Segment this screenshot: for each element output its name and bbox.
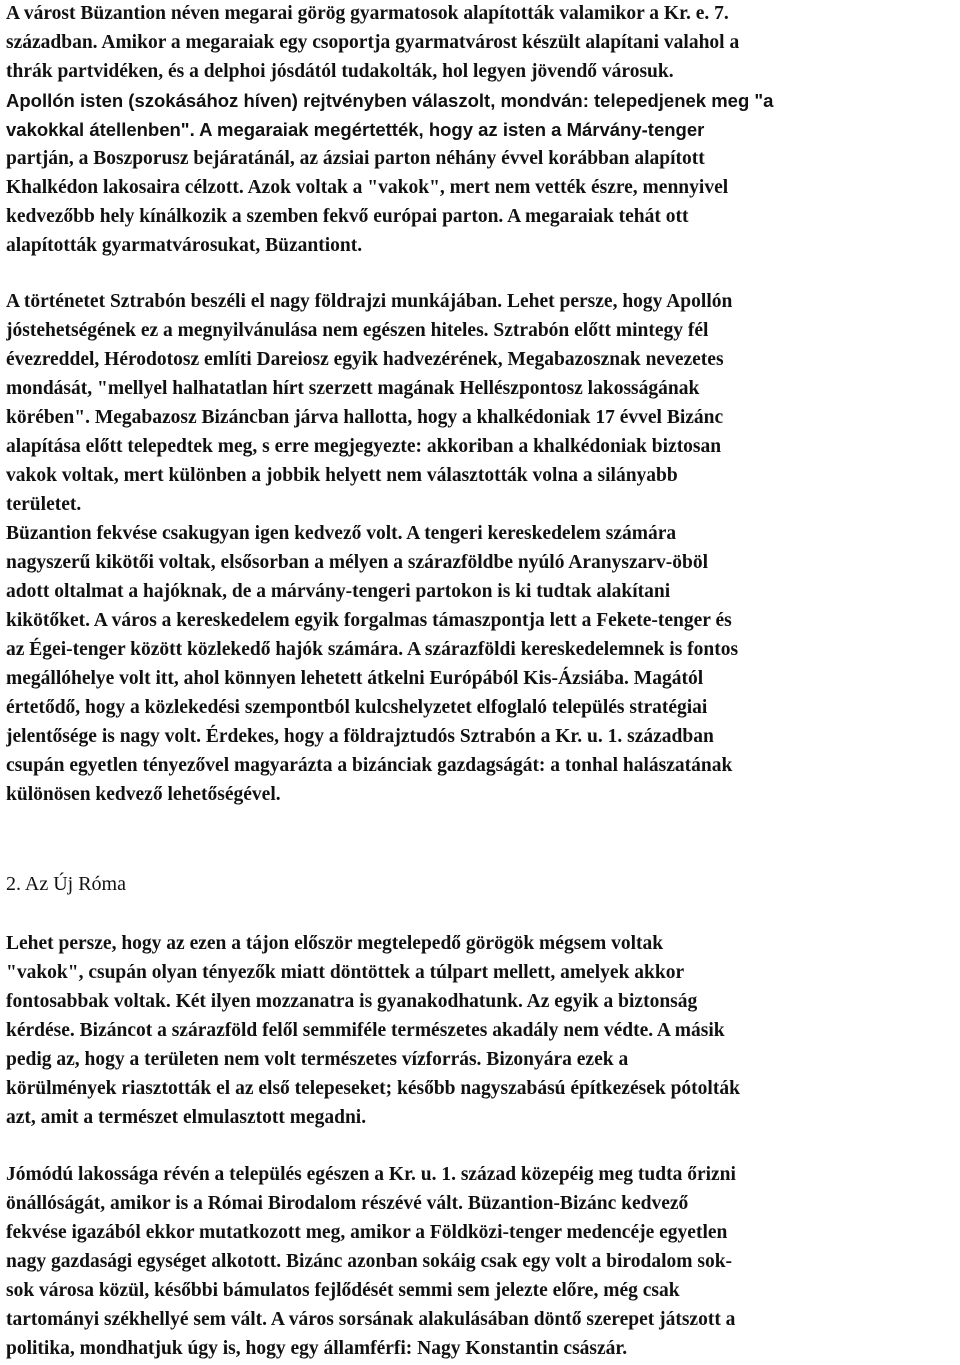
text-line: Büzantion fekvése csakugyan igen kedvező volt. A tengeri kereskedelem számára bbox=[6, 523, 677, 544]
text-line: sok városa közül, későbbi bámulatos fejlődését semmi sem jelezte előre, még csak bbox=[6, 1280, 680, 1301]
text-line: körében". Megabazosz Bizáncban járva hallotta, hogy a khalkédoniak 17 évvel Bizánc bbox=[6, 407, 724, 428]
text-line: az Égei-tenger között közlekedő hajók számára. A szárazföldi kereskedelemnek is fontos bbox=[6, 639, 739, 660]
text-line: vakok voltak, mert különben a jobbik helyett nem választották volna a silányabb bbox=[6, 465, 678, 486]
text-line: alapították gyarmatvárosukat, Büzantiont. bbox=[6, 235, 363, 256]
text-line: területet. bbox=[6, 494, 82, 515]
text-line: adott oltalmat a hajóknak, de a márvány-tengeri partokon is ki tudtak alakítani bbox=[6, 581, 671, 602]
text-line: Khalkédon lakosaira célzott. Azok voltak a "vakok", mert nem vették észre, mennyivel bbox=[6, 177, 729, 198]
text-line: tartományi székhellyé sem vált. A város sorsának alakulásában döntő szerepet játszott a bbox=[6, 1309, 736, 1330]
text-line: jelentősége is nagy volt. Érdekes, hogy a földrajztudós Sztrabón a Kr. u. 1. században bbox=[6, 726, 714, 747]
text-line: évezreddel, Hérodotosz említi Dareiosz egyik hadvezérének, Megabazosznak nevezetes bbox=[6, 349, 724, 370]
text-line: fontosabbak voltak. Két ilyen mozzanatra is gyanakodhatunk. Az egyik a biztonság bbox=[6, 991, 698, 1012]
text-line: Apollón isten (szokásához híven) rejtvényben válaszolt, mondván: telepedjenek meg "a bbox=[6, 90, 774, 111]
text-line: értetődő, hogy a közlekedési szempontból kulcshelyzetet elfoglaló település stratégiai bbox=[6, 697, 708, 718]
text-line: kérdése. Bizáncot a szárazföld felől semmiféle természetes akadály nem védte. A másik bbox=[6, 1020, 725, 1041]
text-line: kedvezőbb hely kínálkozik a szemben fekvő európai parton. A megaraiak tehát ott bbox=[6, 206, 689, 227]
text-line: században. Amikor a megaraiak egy csoportja gyarmatvárost készült alapítani valahol a bbox=[6, 32, 740, 53]
text-line: partján, a Boszporusz bejáratánál, az ázsiai parton néhány évvel korábban alapított bbox=[6, 148, 705, 169]
text-line: alapítása előtt telepedtek meg, s erre megjegyezte: akkoriban a khalkédoniak biztosan bbox=[6, 436, 722, 457]
text-line: jóstehetségének ez a megnyilvánulása nem egészen hiteles. Sztrabón előtt mintegy fél bbox=[6, 320, 709, 341]
section-title: 2. Az Új Róma bbox=[6, 873, 126, 895]
paragraph-4 bbox=[6, 1160, 958, 1363]
text-line: fekvése igazából ekkor mutatkozott meg, amikor a Földközi-tenger medencéje egyetlen bbox=[6, 1222, 728, 1243]
text-line: mondását, "mellyel halhatatlan hírt szerzett magának Hellészpontosz lakosságának bbox=[6, 378, 700, 399]
paragraph-1 bbox=[6, 0, 958, 260]
text-line: politika, mondhatjuk úgy is, hogy egy államférfi: Nagy Konstantin császár. bbox=[6, 1338, 628, 1359]
text-line: "vakok", csupán olyan tényezők miatt döntöttek a túlpart mellett, amelyek akkor bbox=[6, 962, 685, 983]
text-line: körülmények riasztották el az első telepeseket; később nagyszabású építkezések pótolták bbox=[6, 1078, 740, 1099]
text-line: Jómódú lakossága révén a település egészen a Kr. u. 1. század közepéig meg tudta őrizni bbox=[6, 1164, 736, 1185]
paragraph-2 bbox=[6, 287, 958, 809]
text-line: megállóhelye volt itt, ahol könnyen lehetett átkelni Európából Kis-Ázsiába. Magától bbox=[6, 668, 704, 689]
text-line: Lehet persze, hogy az ezen a tájon először megtelepedő görögök mégsem voltak bbox=[6, 933, 664, 954]
text-line: csupán egyetlen tényezővel magyarázta a bizánciak gazdagságát: a tonhal halászatának bbox=[6, 755, 733, 776]
paragraph-3 bbox=[6, 929, 958, 1132]
text-line: pedig az, hogy a területen nem volt természetes vízforrás. Bizonyára ezek a bbox=[6, 1049, 629, 1070]
text-line: kikötőket. A város a kereskedelem egyik forgalmas támaszpontja lett a Fekete-tenger és bbox=[6, 610, 732, 631]
text-line: nagy gazdasági egységet alkotott. Bizánc azonban sokáig csak egy volt a birodalom sok- bbox=[6, 1251, 733, 1272]
text-line: vakokkal átellenben". A megaraiak megértették, hogy az isten a Márvány-tenger bbox=[6, 119, 705, 140]
section-heading bbox=[6, 870, 958, 899]
text-line: A várost Büzantion néven megarai görög gyarmatosok alapították valamikor a Kr. e. 7. bbox=[6, 3, 729, 24]
text-line: nagyszerű kikötői voltak, elsősorban a mélyen a szárazföldbe nyúló Aranyszarv-öböl bbox=[6, 552, 709, 573]
text-line: önállóságát, amikor is a Római Birodalom részévé vált. Büzantion-Bizánc kedvező bbox=[6, 1193, 689, 1214]
text-line: azt, amit a természet elmulasztott megadni. bbox=[6, 1107, 367, 1128]
text-line: thrák partvidéken, és a delphoi jósdától tudakolták, hol legyen jövendő városuk. bbox=[6, 61, 674, 82]
text-line: A történetet Sztrabón beszéli el nagy földrajzi munkájában. Lehet persze, hogy Apollón bbox=[6, 291, 733, 312]
text-line: különösen kedvező lehetőségével. bbox=[6, 784, 281, 805]
